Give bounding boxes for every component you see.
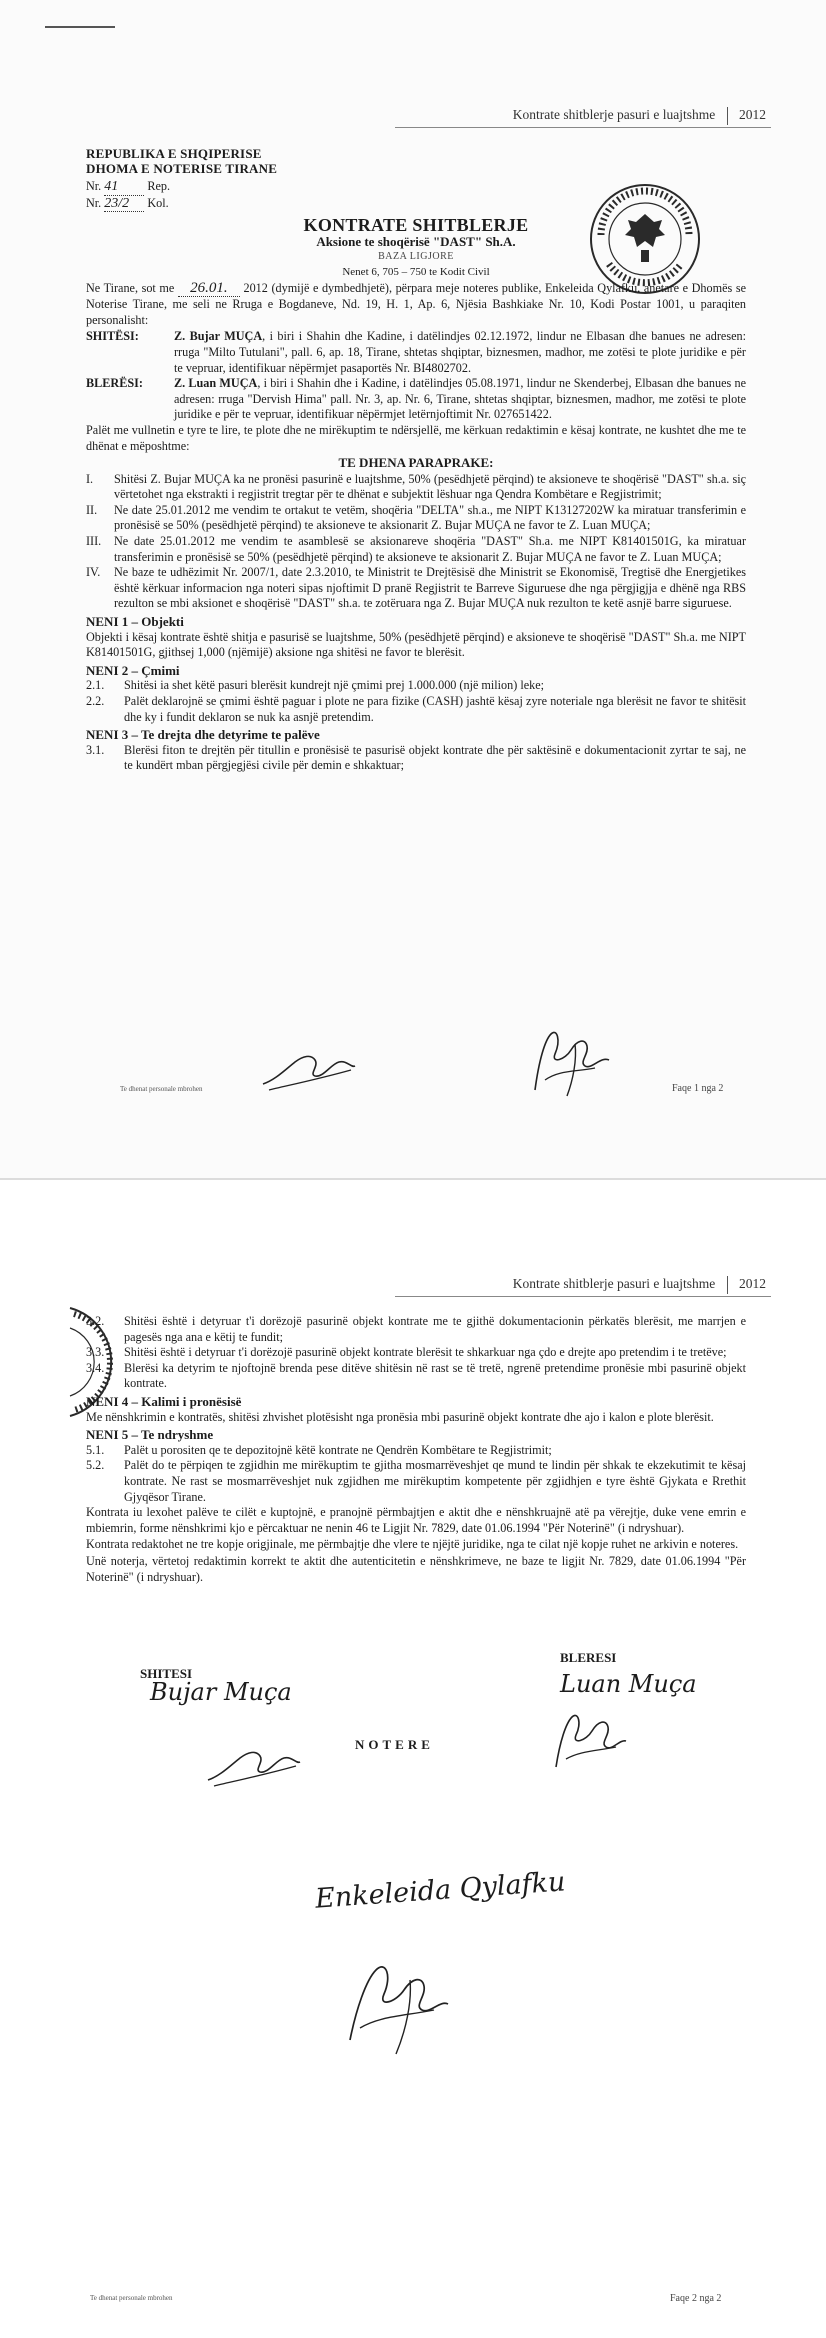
item-text: Shitësi Z. Bujar MUÇA ka ne pronësi pasurinë e luajtshme, 50% (pesëdhjetë përqind) te aksioneve te shoqërisë "DAST" sh.a. siç vërtetohet nga ekstrakti i regjistrit tregtar për te dhënat e subjektit lëshuar nga Qendra Kombëtare e Regjistrimit; [114, 471, 746, 502]
item-text: Blerësi ka detyrim te njoftojnë brenda pese ditëve shitësin në rast se të tretë, ngrenë pretendime pronësie mbi pasurinë objekt kontrate. [124, 1360, 746, 1391]
item-text: Palët deklarojnë se çmimi është paguar i plote ne para fizike (CASH) jashtë kësaj zyre noteriale nga blerësit ne favor te shitësit dhe ky i fundit deklaron se nuk ka asnjë pretendim. [124, 694, 746, 724]
intro-rest: 2012 (dymijë e dymbedhjetë), përpara meje noteres publike, Enkeleida Qylafku, anetare e Dhomës se Noterise Tirane, me seli ne Rruga e Bogdaneve, Nd. 19, H. 1, Ap. 6, Njësia Bashkiake Nr. 10, Kodi Postar 1001, u paraqiten personalisht: [86, 280, 746, 327]
document-page-2 [0, 1180, 826, 2338]
buyer-signature-label: BLERESI [560, 1650, 617, 1665]
parties-will: Palët me vullnetin e tyre te lire, te plote dhe ne mirëkuptim te ndërsjellë, me kërkuan redaktimin e kësaj kontrate, ne kushtet dhe me te dhënat e mëposhtme: [86, 422, 746, 453]
list-item [86, 1314, 746, 1345]
page-2-body [86, 1314, 746, 1586]
item-text: Ne date 25.01.2012 me vendim te asamblesë se aksionareve shoqëria "DAST" Sh.a. me NIPT K81401501G, ka miratuar transferimin e pronësisë se 50% (pesëdhjetë përqind) te aksioneve te aksionarit Z. Bujar MUÇA ne favor te Z. Luan MUÇA; [114, 534, 746, 564]
list-item [86, 1458, 746, 1505]
item-number: 2.1. [86, 678, 105, 693]
list-item [86, 1345, 746, 1361]
running-head [513, 1276, 766, 1294]
list-item [86, 534, 746, 565]
running-head-year: 2012 [739, 1276, 766, 1292]
item-number: 2.2. [86, 694, 105, 708]
article-3-title: NENI 3 – Te drejta dhe detyrime te palëve [86, 727, 320, 743]
republic-heading: REPUBLIKA E SHQIPERISE [86, 146, 262, 161]
notary-signature-icon [330, 1950, 460, 2060]
kol-suffix: Kol. [147, 195, 169, 210]
seller-block [86, 329, 746, 376]
item-number: 3.2. [86, 1314, 105, 1328]
kol-number-line [86, 196, 746, 213]
running-head-title: Kontrate shitblerje pasuri e luajtshme [512, 107, 716, 123]
item-number: 3.1. [86, 742, 105, 757]
rep-number: 41 [104, 179, 144, 196]
footer-note: Te dhenat personale mbrohen [120, 1085, 203, 1093]
running-head-separator [727, 1276, 728, 1294]
item-number: III. [86, 534, 102, 549]
item-text: Ne baze te udhëzimit Nr. 2007/1, date 2.3.2010, te Ministrit te Drejtësisë dhe Ministrit se Ekonomisë, Tregtisë dhe Energjetikes është kërkuar informacion nga noteri sipas njoftimit D pranë Regjistrit te Barreve Siguruese dhe nga përgjigjja e dhënë nga RBS rezulton se mbi aksionet e shoqërisë "DAST" sh.a. te zotëruara nga Z. Bujar MUÇA nuk rezulton te ketë asnjë barre siguruese. [114, 565, 746, 611]
scan-mark [45, 26, 115, 28]
seller-label: SHITËSI: [86, 329, 139, 344]
page-number: Faqe 2 nga 2 [670, 2293, 722, 2304]
preliminary-list [86, 472, 746, 612]
preliminary-title: TE DHENA PARAPRAKE: [338, 455, 494, 471]
rep-number-line [86, 179, 746, 196]
kol-label: Nr. [86, 195, 102, 210]
legal-articles: Nenet 6, 705 – 750 te Kodit Civil [342, 265, 490, 278]
item-number: 5.1. [86, 1442, 105, 1457]
running-head-separator [727, 107, 728, 125]
seller-details: , i biri i Shahin dhe Kadine, i datëlindjes 02.12.1972, lindur ne Elbasan dhe banues ne adresen: rruga "Milto Tutulani", pall. 6, ap. 18, Tirane, shtetas shqiptar, biznesmen, madhor, me zotësi te plote juridike e për te vepruar, identifikuar nëpërmjet pasaportës Nr. BI4802702. [174, 329, 746, 375]
legal-base: BAZA LIGJORE [378, 251, 454, 263]
item-text: Shitësi është i detyruar t'i dorëzojë pasurinë objekt kontrate blerësit te shkarkuar nga çdo e drejte apo pretendim i te tretëve; [124, 1345, 727, 1360]
closing-certification: Unë noterja, vërtetoj redaktimin korrekt te aktit dhe autenticitetin e nënshkrimeve, ne baze te ligjit Nr. 7829, date 01.06.1994 "Për Noterinë" (i ndryshuar). [86, 1553, 746, 1584]
kol-number: 23/2 [104, 196, 144, 213]
list-item [86, 1361, 746, 1392]
running-head-title: Kontrate shitblerje pasuri e luajtshme [512, 1276, 716, 1292]
list-item [86, 1443, 746, 1459]
chamber-heading: DHOMA E NOTERISE TIRANE [86, 161, 278, 176]
seller-initial-signature-icon [255, 1040, 365, 1100]
buyer-name: Z. Luan MUÇA [174, 376, 258, 391]
seller-handwritten-name: Bujar Muça [150, 1678, 292, 1706]
item-number: IV. [86, 565, 101, 580]
closing-copies: Kontrata redaktohet ne tre kopje origjinale, me përmbajtje dhe vlere te njëjtë juridike, nga te cilat një kopje ruhet ne arkivin e noteres. [86, 1537, 739, 1552]
page-number: Faqe 1 nga 2 [672, 1083, 724, 1094]
header-rule [395, 127, 771, 128]
document-subtitle: Aksione te shoqërisë "DAST" Sh.A. [316, 233, 516, 249]
seller-name: Z. Bujar MUÇA [174, 329, 263, 344]
intro-date: 26.01. [178, 281, 240, 298]
list-item [86, 743, 746, 774]
list-item [86, 694, 746, 725]
footer-note: Te dhenat personale mbrohen [90, 2294, 173, 2302]
item-text: Shitësi është i detyruar t'i dorëzojë pasurinë objekt kontrate me te gjithë dokumentacionin përkatës blerësit, me marrjen e pagesës nga ana e këtij te fundit; [124, 1314, 746, 1344]
article-5-title: NENI 5 – Te ndryshme [86, 1427, 214, 1443]
item-number: 5.2. [86, 1458, 105, 1473]
item-number: 3.4. [86, 1360, 105, 1375]
page-1-body [86, 146, 746, 774]
list-item [86, 678, 746, 694]
list-item [86, 503, 746, 534]
item-text: Palët u porositen qe te depozitojnë këtë kontrate ne Qendrën Kombëtare te Regjistrimit; [124, 1442, 552, 1457]
item-text: Blerësi fiton te drejtën për titullin e pronësisë te pasurisë objekt kontrate dhe për saktësinë e dokumentacionit zyrtar te saj, ne te kundërt mban përgjegjësi civile për demin e shkaktuar; [124, 742, 746, 773]
notary-signature-label: NOTERE [355, 1737, 434, 1752]
notary-initial-signature-icon [515, 1020, 625, 1105]
list-item [86, 565, 746, 612]
seller-signature-icon [200, 1740, 310, 1795]
article-1-text: Objekti i kësaj kontrate është shitja e pasurisë se luajtshme, 50% (pesëdhjetë përqind) e aksioneve te shoqërisë "DAST" Sh.a. me NIPT K81401501G, gjithsej 1,000 (njëmijë) aksione nga shitësi ne favor te blerësit. [86, 629, 746, 660]
list-item [86, 472, 746, 503]
intro-start: Ne Tirane, sot me [86, 280, 175, 295]
buyer-label: BLERËSI: [86, 376, 143, 391]
item-number: II. [86, 502, 98, 517]
article-2-title: NENI 2 – Çmimi [86, 662, 180, 678]
rep-suffix: Rep. [147, 179, 171, 193]
article-4-title: NENI 4 – Kalimi i pronësisë [86, 1393, 242, 1409]
buyer-block [86, 376, 746, 423]
buyer-details: , i biri i Shahin dhe i Kadine, i datëlindjes 05.08.1971, lindur ne Skenderbej, Elbasan dhe banues ne adresen: rruga "Dervish Hima" pall. Nr. 3, ap. Nr. 6, Tirane, shtetas shqiptar, biznesmen, madhor, me zotësi te plote juridike e për te vepruar, identifikuar nëpërmjet letërnjoftimit Nr. 027651422. [174, 376, 746, 422]
closing-reading: Kontrata iu lexohet palëve te cilët e kuptojnë, e pranojnë përmbajtjen e aktit dhe e nënshkruajnë atë pa vërejtje, duke vene emrin e mbiemrin, forme nënshkrimi kjo e përcaktuar ne nenin 46 te Ligjit Nr. 7829, date 01.06.1994 "Për Noterinë" (i ndryshuar). [86, 1505, 746, 1535]
item-text: Shitësi ia shet këtë pasuri blerësit kundrejt një çmimi prej 1.000.000 (një milion) leke; [124, 678, 545, 693]
article-4-text: Me nënshkrimin e kontratës, shitësi zhvishet plotësisht nga pronësia mbi pasurinë objekt kontrate dhe ajo i kalon e plote blerësit. [86, 1409, 714, 1424]
running-head-year: 2012 [739, 107, 766, 123]
item-number: 3.3. [86, 1345, 105, 1360]
buyer-signature-icon [540, 1705, 630, 1780]
document-title: KONTRATE SHITBLERJE [303, 215, 529, 236]
item-text: Palët do te përpiqen te zgjidhin me mirëkuptim te gjitha mosmarrëveshjet qe mund te lindin për shkak te ekzekutimit te kësaj kontrate. Ne rast se mosmarrëveshjet nuk zgjidhen me mirëkuptim kompetente për zgjidhjen e tyre është Gjykata e Rrethit Gjyqësor Tirane. [124, 1458, 746, 1504]
running-head [513, 107, 766, 125]
header-rule [395, 1296, 771, 1297]
rep-label: Nr. [86, 179, 102, 193]
seller-signature-label: SHITESI [140, 1666, 193, 1681]
intro-paragraph [86, 281, 746, 329]
article-1-title: NENI 1 – Objekti [86, 614, 184, 630]
item-number: I. [86, 471, 94, 486]
notary-handwritten-name: Enkeleida Qylafku [314, 1866, 567, 1915]
buyer-handwritten-name: Luan Muça [560, 1670, 697, 1698]
item-text: Ne date 25.01.2012 me vendim te ortakut te vetëm, shoqëria "DELTA" sh.a., me NIPT K13127202W ka miratuar transferimin e pronësisë se 50% (pesëdhjetë përqind) te aksioneve te aksionarit Z. Bujar MUÇA ne favor te Z. Luan MUÇA; [114, 502, 746, 533]
